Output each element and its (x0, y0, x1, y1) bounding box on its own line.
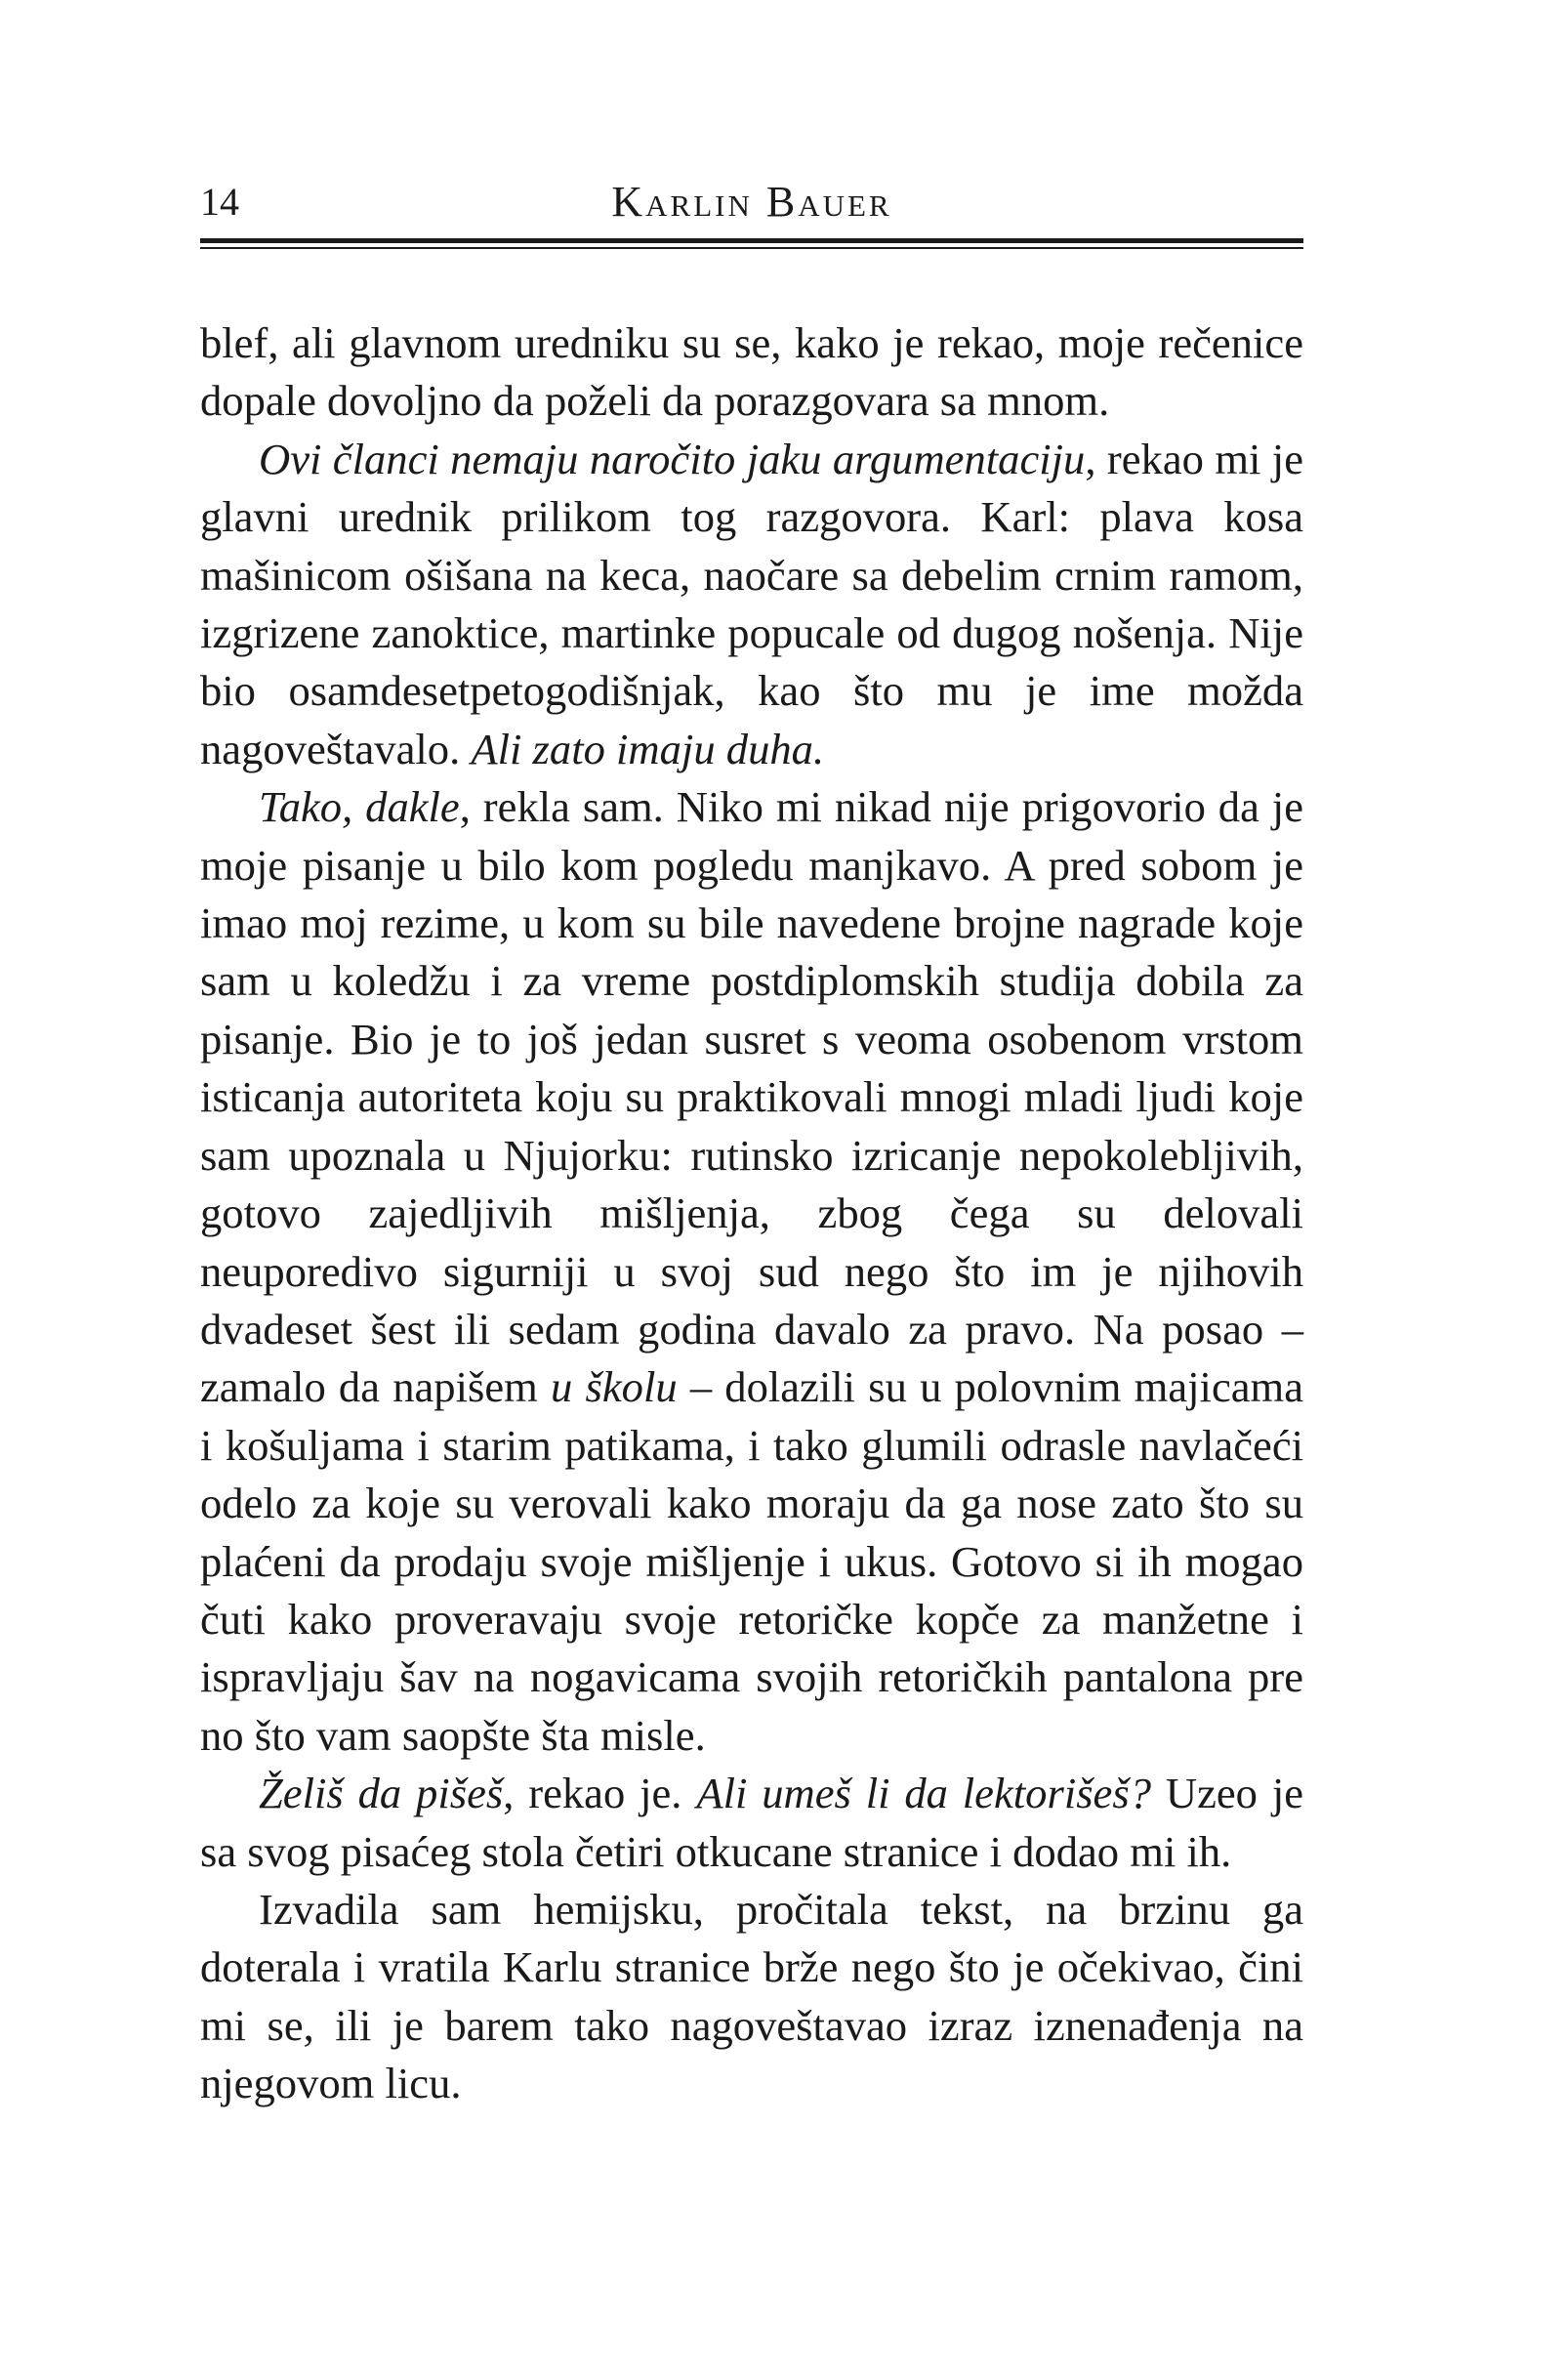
text-segment: blef, ali glavnom uredniku su se, kako je rekao, moje rečenice dopale dovoljno da poželi da porazgovara sa mnom. (200, 318, 1303, 426)
body-text (200, 314, 1303, 2113)
paragraph (200, 314, 1303, 431)
italic-segment: Ali zato imaju duha. (471, 724, 825, 773)
text-segment: Izvadila sam hemijsku, pročitala tekst, na brzinu ga doterala i vratila Karlu stranice brže nego što je očekivao, čini mi se, ili je barem tako nagoveštavao izraz iznenađenja na njegovom licu. (200, 1884, 1303, 2108)
text-segment: , rekao mi je glavni urednik prilikom tog razgovora. Karl: plava kosa mašinicom ošišana na keca, naočare sa debelim crnim ramom, izgrizene zanoktice, martinke popucale od dugog nošenja. Nije bio osamdesetpetogodišnjak, kao što mu je ime možda nagoveštavalo. (200, 434, 1303, 773)
text-segment: – dolazili su u polovnim majicama i košuljama i starim patikama, i tako glumili odrasle navlačeći odelo za koje su verovali kako moraju da ga nose zato što su plaćeni da prodaju svoje mišljenje i ukus. Gotovo si ih mogao čuti kako proveravaju svoje retoričke kopče za manžetne i ispravljaju šav na nogavicama svojih retoričkih pantalona pre no što vam saopšte šta misle. (200, 1362, 1304, 1760)
italic-segment: Želiš da pišeš (259, 1769, 504, 1818)
italic-segment: Tako, dakle (259, 782, 460, 832)
running-title: Karlin Bauer (611, 178, 892, 226)
text-segment: , rekao je. (503, 1769, 697, 1818)
paragraph (200, 431, 1303, 778)
header-rule-thin (200, 247, 1303, 249)
italic-segment: Ovi članci nemaju naročito jaku argumentaciju (259, 434, 1086, 483)
header-rule-thick (200, 238, 1303, 243)
text-segment: , rekla sam. Niko mi nikad nije prigovorio da je moje pisanje u bilo kom pogledu manjkavo. A pred sobom je imao moj rezime, u kom su bile navedene brojne nagrade koje sam u koledžu i za vreme postdiplomskih studija dobila za pisanje. Bio je to još jedan susret s veoma osobenom vrstom isticanja autoriteta koju su praktikovali mnogi mladi ljudi koje sam upoznala u Njujorku: rutinsko izricanje nepokolebljivih, gotovo zajedljivih mišljenja, zbog čega su delovali neuporedivo sigurniji u svoj sud nego što im je njihovih dvadeset šest ili sedam godina davalo za pravo. Na posao – zamalo da napišem (200, 782, 1303, 1412)
italic-segment: Ali umeš li da lektorišeš? (696, 1769, 1152, 1818)
page-number: 14 (200, 180, 239, 224)
text-segment: Uzeo je sa svog pisaćeg stola četiri otkucane stranice i dodao mi ih. (200, 1769, 1303, 1876)
paragraph (200, 778, 1303, 1765)
paragraph (200, 1765, 1303, 1881)
paragraph (200, 1881, 1303, 2113)
running-head (200, 178, 1303, 227)
italic-segment: u školu (551, 1362, 678, 1412)
